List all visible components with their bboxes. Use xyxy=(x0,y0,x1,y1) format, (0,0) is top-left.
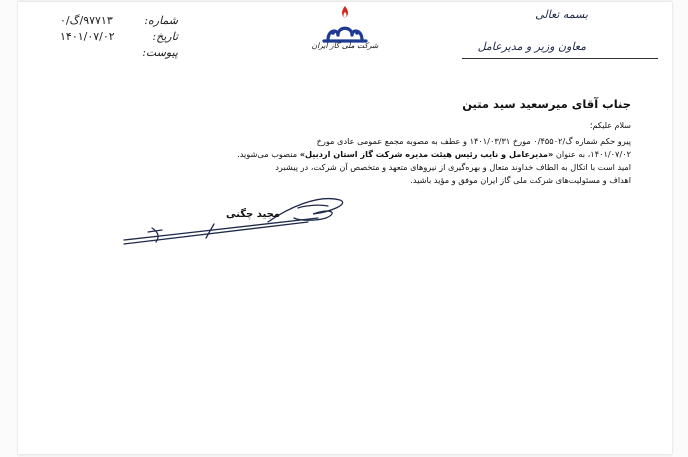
body-line-2-post: منصوب می‌شوید. xyxy=(237,149,300,159)
body-line-4: اهداف و مسئولیت‌های شرکت ملی گاز ایران موفق و مؤید باشید. xyxy=(410,175,631,185)
left-margin xyxy=(0,0,18,457)
org-name-caption: شرکت ملی گاز ایران xyxy=(311,41,379,50)
meta-date-label: تاریخ: xyxy=(152,30,178,43)
meta-attachment-row xyxy=(60,46,178,62)
right-margin xyxy=(672,0,688,457)
body-line-2-pre: ۱۴۰۱/۰۷/۰۲، به عنوان xyxy=(553,149,631,159)
header-rule xyxy=(462,58,658,59)
appointment-title: «مدیرعامل و نایب رئیس هیئت مدیره شرکت گاز استان اردبیل» xyxy=(299,149,554,159)
body-line-1: پیرو حکم شماره گ/۰/۴۵۵۰۲ مورخ ۱۴۰۱/۰۳/۳۱ و عطف به مصوبه مجمع عمومی عادی مورخ xyxy=(316,136,631,146)
meta-number-label: شماره: xyxy=(144,14,178,27)
addressee-line: جناب آقای میرسعید سید متین xyxy=(462,97,631,111)
recipient-title: معاون وزیر و مدیرعامل xyxy=(477,40,586,53)
meta-number-value: ۹۷۷۱۳/گ/۰ xyxy=(60,14,113,27)
meta-number-row xyxy=(60,14,178,30)
greeting-line: سلام علیکم؛ xyxy=(589,121,631,130)
meta-date-value: ۱۴۰۱/۰۷/۰۲ xyxy=(60,30,115,43)
meta-attachment-label: پیوست: xyxy=(142,46,178,59)
body-line-2 xyxy=(71,149,631,159)
signer-name: مجید چگنی xyxy=(226,209,280,220)
meta-date-row xyxy=(60,30,178,46)
bismillah-text: بسمه تعالی xyxy=(535,8,588,21)
body-line-3: امید است با اتکال به الطاف خداوند متعال و بهره‌گیری از نیروهای متعهد و متخصص آن شرکت، در پیشبرد xyxy=(275,162,631,172)
